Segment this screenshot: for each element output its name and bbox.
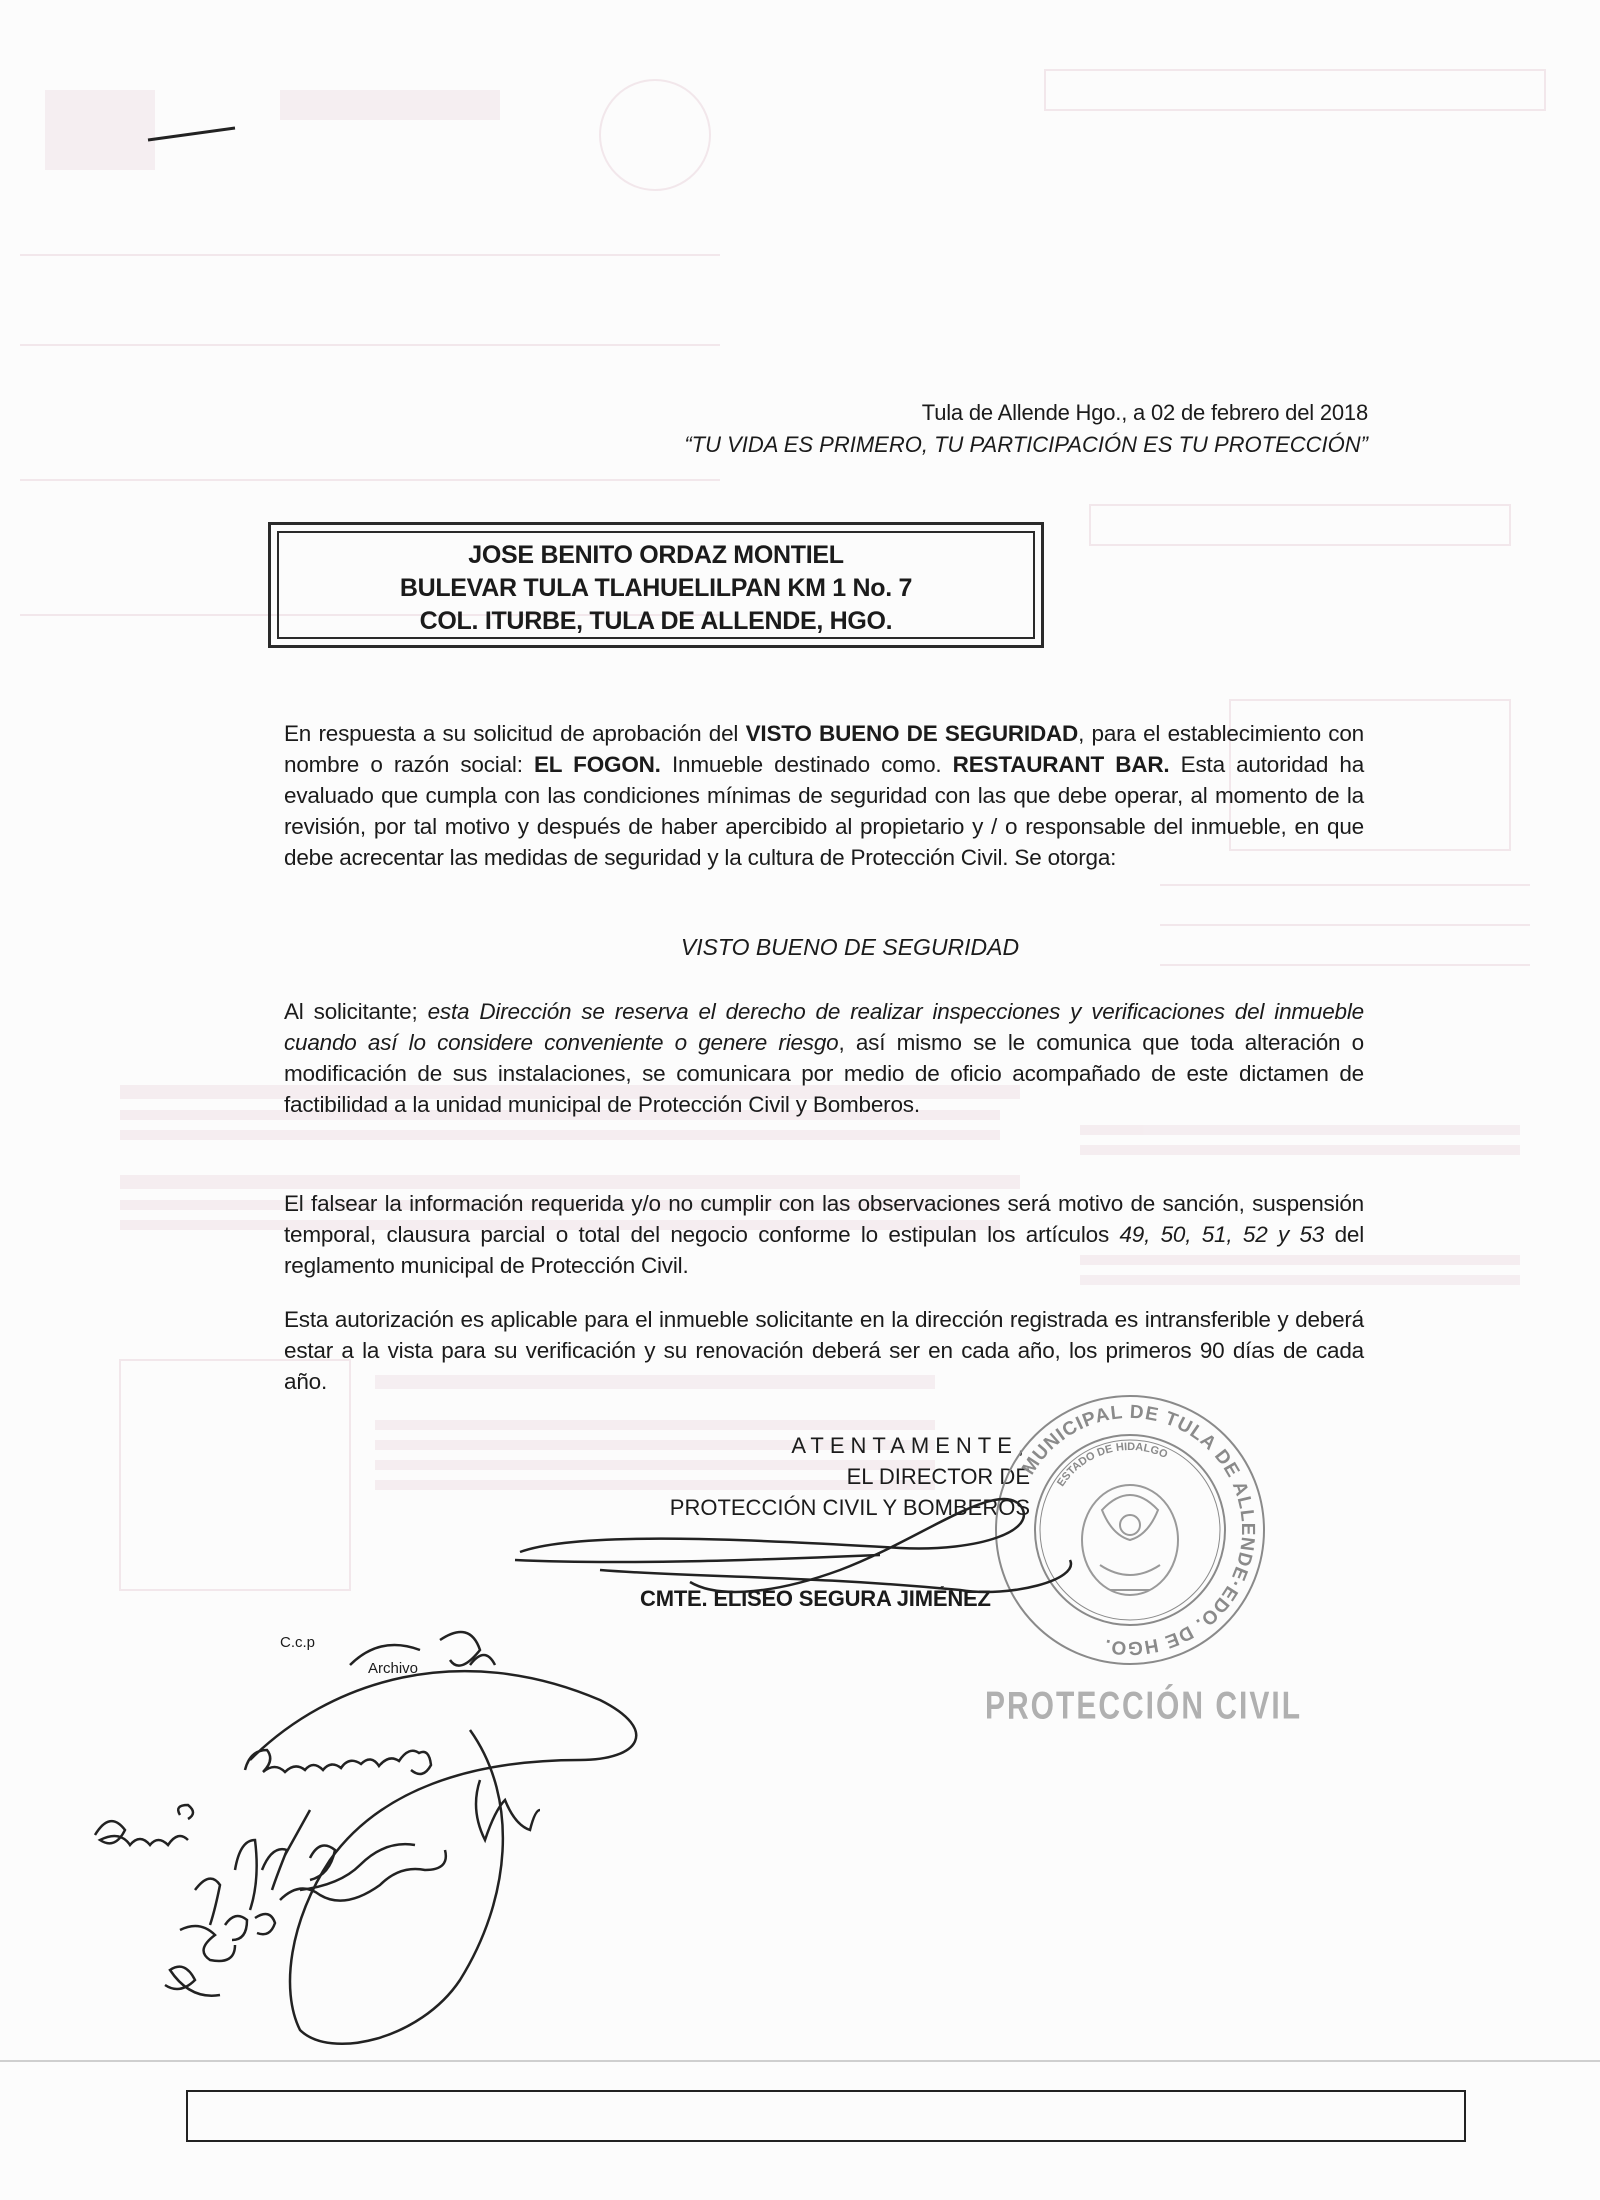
paragraph-validity: Esta autorización es aplicable para el inmueble solicitante en la dirección registrada es intransferible y deberá estar a la vista para su verificación y su renovación deberá ser en cada año, los primeros 90 días de cada año. bbox=[284, 1307, 1364, 1394]
p3-articles: 49, 50, 51, 52 y 53 bbox=[1119, 1222, 1325, 1247]
p3-text-a: El falsear la información requerida y/o no cumplir con las observaciones será motivo de sanción, suspensión temporal, clausura parcial o total del negocio conforme lo estipulan los artículos bbox=[284, 1191, 1364, 1247]
pen-mark bbox=[148, 128, 235, 140]
section-heading: VISTO BUENO DE SEGURIDAD bbox=[680, 934, 1020, 960]
receipt-stub-line bbox=[186, 2140, 1466, 2142]
p2-text-a: Al solicitante; bbox=[284, 999, 428, 1024]
receipt-stub-box bbox=[186, 2090, 1466, 2140]
recipient-name: JOSE BENITO ORDAZ MONTIEL bbox=[468, 541, 844, 569]
closing-atentamente: ATENTAMENTE, bbox=[791, 1433, 1030, 1458]
signer-name: CMTE. ELISEO SEGURA JIMÉNEZ bbox=[640, 1586, 991, 1611]
p1-text-a: En respuesta a su solicitud de aprobación del bbox=[284, 721, 746, 746]
signer-title-line2: PROTECCIÓN CIVIL Y BOMBEROS bbox=[669, 1495, 1030, 1520]
p1-business-type: RESTAURANT BAR. bbox=[952, 752, 1170, 777]
p1-text-e: Inmueble destinado como. bbox=[660, 752, 953, 777]
p1-visto-bueno: VISTO BUENO DE SEGURIDAD bbox=[745, 721, 1079, 746]
recipient-street: BULEVAR TULA TLAHUELILPAN KM 1 No. 7 bbox=[399, 574, 913, 602]
p2-text-c: , así mismo se le comunica que toda alteración o modificación de sus instalaciones, se comunicara por medio de oficio acompañado de este dictamen de factibilidad a la unidad municipal de Protección Civil y Bomberos. bbox=[284, 1030, 1364, 1117]
slogan: “TU VIDA ES PRIMERO, TU PARTICIPACIÓN ES TU PROTECCIÓN” bbox=[684, 432, 1368, 457]
p1-business-name: EL FOGON. bbox=[534, 752, 661, 777]
seal-caption: PROTECCIÓN CIVIL bbox=[985, 1684, 1303, 1728]
director-signature bbox=[515, 1499, 1071, 1592]
date-line: Tula de Allende Hgo., a 02 de febrero del 2018 bbox=[921, 400, 1368, 425]
seal-outer-text: MUNICIPAL DE TULA DE ALLENDE·EDO. DE HGO. bbox=[1018, 1401, 1259, 1659]
signer-title-line1: EL DIRECTOR DE bbox=[846, 1464, 1030, 1489]
p1-text-c: , para el establecimiento con nombre o razón social: bbox=[284, 721, 1364, 777]
recipient-city: COL. ITURBE, TULA DE ALLENDE, HGO. bbox=[419, 607, 893, 635]
handwritten-receipt-note bbox=[95, 1632, 636, 2044]
p2-italic-text: esta Dirección se reserva el derecho de realizar inspecciones y verificaciones del inmueble cuando así lo considere conveniente o genere riesgo bbox=[284, 999, 1364, 1055]
p3-text-c: del reglamento municipal de Protección Civil. bbox=[284, 1222, 1364, 1278]
seal-inner-text: ESTADO DE HIDALGO bbox=[1055, 1440, 1170, 1489]
p1-text-g: Esta autoridad ha evaluado que cumpla con las condiciones mínimas de seguridad con las que debe operar, al momento de la revisión, por tal motivo y después de haber apercibido al propietario y / o responsable del inmueble, en que debe acrecentar las medidas de seguridad y la cultura de Protección Civil. Se otorga: bbox=[284, 752, 1365, 870]
page-bottom-edge bbox=[0, 2060, 1600, 2062]
ccp-label: C.c.p bbox=[280, 1634, 316, 1651]
archivo-label: Archivo bbox=[368, 1660, 419, 1677]
